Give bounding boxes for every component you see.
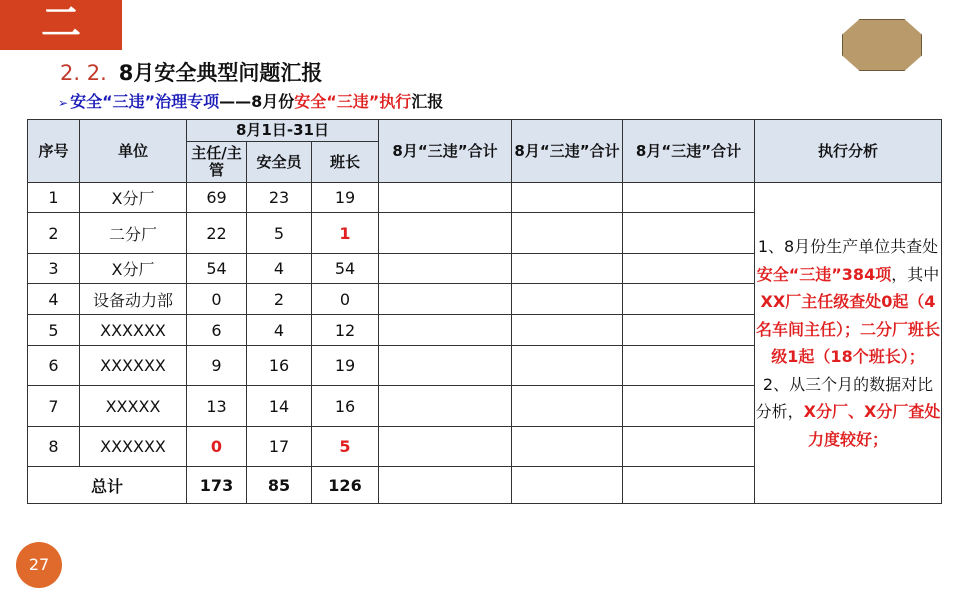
total-supervisor: 173: [187, 467, 247, 504]
cell-total-empty: [379, 183, 512, 213]
cell-unit: XXXXXX: [80, 315, 187, 346]
header-supervisor: 主任/主管: [187, 142, 247, 183]
cell-supervisor: 9: [187, 346, 247, 386]
cell-total-empty: [623, 315, 755, 346]
analysis-cell: [755, 183, 942, 504]
cell-safety-officer: 17: [247, 427, 312, 467]
cell-total-empty: [512, 284, 623, 315]
decorative-octagon-shape: [842, 19, 922, 71]
cell-total-empty: [512, 183, 623, 213]
page-title: [60, 58, 322, 88]
cell-seq: 8: [28, 427, 80, 467]
header-unit: 单位: [80, 120, 187, 183]
cell-unit: XXXXXX: [80, 346, 187, 386]
cell-seq: 2: [28, 213, 80, 254]
cell-seq: 6: [28, 346, 80, 386]
cell-total-empty: [512, 427, 623, 467]
header-total-col-2: 8月“三违”合计: [512, 120, 623, 183]
cell-total-empty: [623, 213, 755, 254]
cell-safety-officer: 4: [247, 254, 312, 284]
cell-total-empty: [379, 213, 512, 254]
cell-total-empty: [379, 346, 512, 386]
cell-seq: 4: [28, 284, 80, 315]
cell-safety-officer: 5: [247, 213, 312, 254]
analysis-text: 安全“三违”384项: [756, 264, 892, 284]
cell-safety-officer: 2: [247, 284, 312, 315]
cell-total-empty: [379, 467, 512, 504]
table-row: [28, 183, 942, 213]
title-number: 2. 2.: [60, 61, 107, 85]
cell-team-leader: 5: [312, 427, 379, 467]
cell-supervisor: 69: [187, 183, 247, 213]
cell-supervisor: 0: [187, 284, 247, 315]
cell-supervisor: 54: [187, 254, 247, 284]
violation-report-table: [27, 119, 942, 504]
cell-team-leader: 1: [312, 213, 379, 254]
cell-total-empty: [379, 386, 512, 427]
total-team-leader: 126: [312, 467, 379, 504]
cell-supervisor: 13: [187, 386, 247, 427]
cell-total-empty: [512, 254, 623, 284]
header-safety-officer: 安全员: [247, 142, 312, 183]
total-label: 总计: [28, 467, 187, 504]
cell-seq: 3: [28, 254, 80, 284]
cell-team-leader: 16: [312, 386, 379, 427]
cell-total-empty: [512, 315, 623, 346]
page-number-badge: [16, 542, 62, 588]
cell-team-leader: 19: [312, 346, 379, 386]
cell-team-leader: 0: [312, 284, 379, 315]
cell-total-empty: [623, 427, 755, 467]
page-number: 27: [28, 555, 50, 574]
cell-safety-officer: 4: [247, 315, 312, 346]
cell-supervisor: 6: [187, 315, 247, 346]
table-body: [28, 183, 942, 504]
cell-team-leader: 12: [312, 315, 379, 346]
cell-unit: 设备动力部: [80, 284, 187, 315]
cell-seq: 1: [28, 183, 80, 213]
cell-safety-officer: 14: [247, 386, 312, 427]
header-total-col-3: 8月“三违”合计: [623, 120, 755, 183]
header-team-leader: 班长: [312, 142, 379, 183]
cell-unit: X分厂: [80, 183, 187, 213]
cell-total-empty: [623, 284, 755, 315]
header-total-col-1: 8月“三违”合计: [379, 120, 512, 183]
cell-safety-officer: 16: [247, 346, 312, 386]
cell-unit: XXXXXX: [80, 427, 187, 467]
cell-seq: 7: [28, 386, 80, 427]
header-analysis: 执行分析: [755, 120, 942, 183]
header-period: 8月1日-31日: [187, 120, 379, 142]
total-safety-officer: 85: [247, 467, 312, 504]
cell-seq: 5: [28, 315, 80, 346]
cell-total-empty: [623, 183, 755, 213]
cell-supervisor: 0: [187, 427, 247, 467]
cell-total-empty: [379, 254, 512, 284]
cell-total-empty: [512, 346, 623, 386]
cell-total-empty: [379, 284, 512, 315]
subtitle-part: 安全“三违”执行: [294, 92, 412, 111]
arrow-bullet-icon: ➢: [58, 96, 69, 110]
subtitle-part: ——8月份: [219, 92, 295, 111]
analysis-text: 1、8月份生产单位共查处: [757, 237, 939, 256]
cell-total-empty: [379, 427, 512, 467]
cell-total-empty: [379, 315, 512, 346]
cell-total-empty: [512, 213, 623, 254]
cell-team-leader: 54: [312, 254, 379, 284]
header-seq: 序号: [28, 120, 80, 183]
cell-supervisor: 22: [187, 213, 247, 254]
cell-unit: 二分厂: [80, 213, 187, 254]
cell-total-empty: [623, 467, 755, 504]
cell-total-empty: [623, 346, 755, 386]
title-text: 8月安全典型问题汇报: [118, 61, 323, 85]
analysis-text: ，其中: [891, 264, 940, 284]
subtitle-part: 安全“三违”治理专项: [70, 92, 220, 111]
cell-unit: X分厂: [80, 254, 187, 284]
analysis-text: XX厂主任级查处0起（4名车间主任）；二分厂班长级1起（18个班长）；: [755, 292, 940, 366]
cell-total-empty: [623, 254, 755, 284]
analysis-text: 2、从三个月的数据对比分析，: [755, 374, 934, 421]
subtitle-part: 汇报: [411, 92, 444, 111]
section-tab: [0, 0, 122, 50]
subtitle: [58, 91, 443, 113]
cell-unit: XXXXX: [80, 386, 187, 427]
cell-total-empty: [623, 386, 755, 427]
analysis-text: X分厂、X分厂查处力度较好；: [803, 402, 941, 449]
cell-team-leader: 19: [312, 183, 379, 213]
cell-safety-officer: 23: [247, 183, 312, 213]
section-tab-char: 二: [41, 0, 81, 46]
cell-total-empty: [512, 386, 623, 427]
cell-total-empty: [512, 467, 623, 504]
